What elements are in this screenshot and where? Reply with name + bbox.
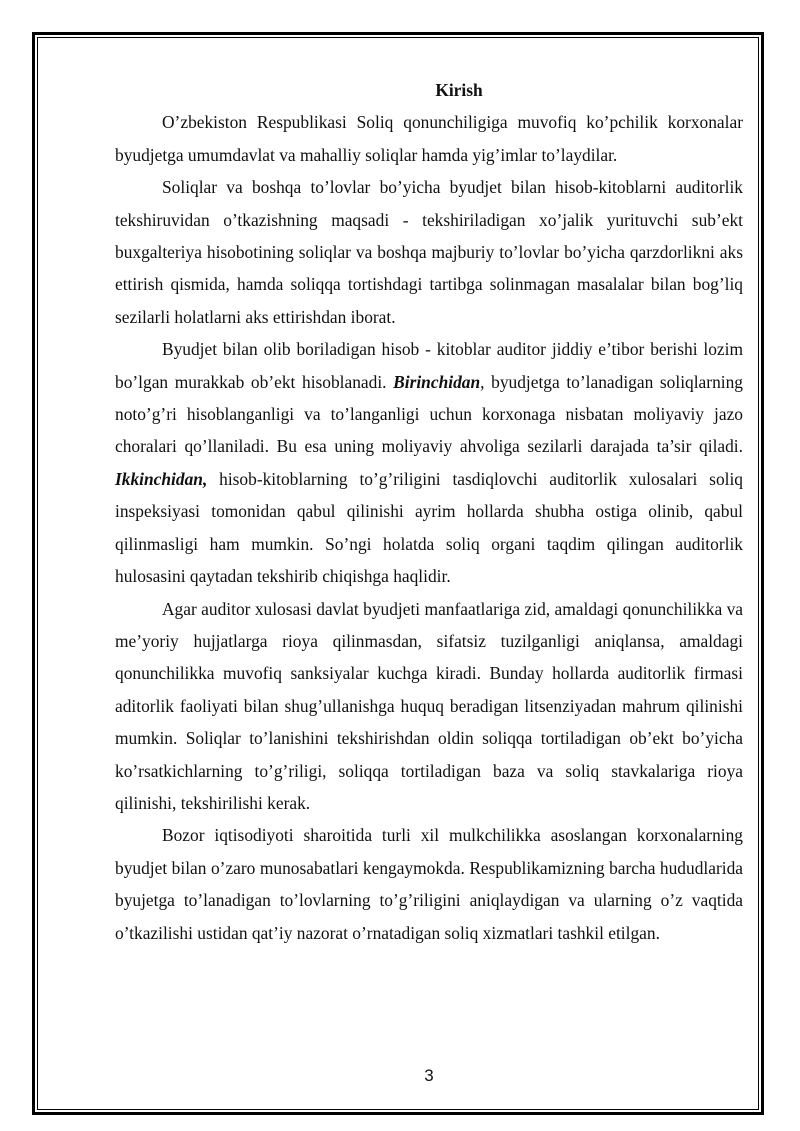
paragraph-3 <box>115 333 743 592</box>
paragraph-text: Bozor iqtisodiyoti sharoitida turli xil mulkchilikka asoslangan korxonalarning byudjet bilan o’zaro munosabatlari kengaymokda. Respublikamizning barcha hududlarida byujetga to’lanadigan to’lovlarning to’g’riligini aniqlaydigan va ularning o’z vaqtida o’tkazilishi ustidan qat’iy nazorat o’rnatadigan soliq xizmatlari tashkil etilgan. <box>115 825 743 943</box>
paragraph-4 <box>115 593 743 820</box>
emphasis-birinchidan: Birinchidan <box>393 371 481 392</box>
paragraph-text: Byudjet bilan olib boriladigan hisob - kitoblar auditor jiddiy e’tibor berishi lozim bo’lgan murakkab ob’ekt hisoblanadi. <box>115 339 743 392</box>
document-title: Kirish <box>435 80 483 100</box>
paragraph-text: Soliqlar va boshqa to’lovlar bo’yicha byudjet bilan hisob-kitoblarni auditorlik tekshiruvidan o’tkazishning maqsadi - tekshiriladigan xo’jalik yurituvchi sub’ekt buxgalteriya hisobotining soliqlar va boshqa majburiy to’lovlar bo’yicha qarzdorlikni aks ettirish qismida, hamda soliqqa tortishdagi tartibga solinmagan masalalar bilan bog’liq sezilarli holatlarni aks ettirishdan iborat. <box>115 177 743 327</box>
paragraph-text: , byudjetga to’lanadigan soliqlarning noto’g’ri hisoblanganligi va to’langanligi uchun korxonaga nisbatan moliyaviy jazo choralari qo’llaniladi. Bu esa uning moliyaviy ahvoliga sezilarli darajada ta’sir qiladi. <box>115 371 743 457</box>
emphasis-ikkinchidan: Ikkinchidan, <box>115 468 208 489</box>
page-number: 3 <box>424 1066 434 1085</box>
document-body <box>115 74 743 949</box>
paragraph-text: O’zbekiston Respublikasi Soliq qonunchiligiga muvofiq ko’pchilik korxonalar byudjetga umumdavlat va mahalliy soliqlar hamda yig’imlar to’laydilar. <box>115 112 743 165</box>
paragraph-5 <box>115 819 743 949</box>
paragraph-2 <box>115 171 743 333</box>
paragraph-text: Agar auditor xulosasi davlat byudjeti manfaatlariga zid, amaldagi qonunchilikka va me’yoriy hujjatlarga rioya qilinmasdan, sifatsiz tuzilganligi aniqlansa, amaldagi qonunchilikka muvofiq sanksiyalar kuchga kiradi. Bunday hollarda auditorlik firmasi aditorlik faoliyati bilan shug’ullanishga huquq beradigan litsenziyadan mahrum qilinishi mumkin. Soliqlar to’lanishini tekshirishdan oldin soliqqa tortiladigan ob’ekt bo’yicha ko’rsatkichlarning to’g’riligi, soliqqa tortiladigan baza va soliq stavkalariga rioya qilinishi, tekshirilishi kerak. <box>115 598 743 813</box>
paragraph-text: hisob-kitoblarning to’g’riligini tasdiqlovchi auditorlik xulosalari soliq inspeksiyasi tomonidan qabul qilinishi ayrim hollarda shubha ostiga olinib, qabul qilinmasligi ham mumkin. So’ngi holatda soliq organi taqdim qilingan auditorlik hulosasini qaytadan tekshirib chiqishga haqlidir. <box>115 468 743 587</box>
paragraph-1 <box>115 106 743 171</box>
